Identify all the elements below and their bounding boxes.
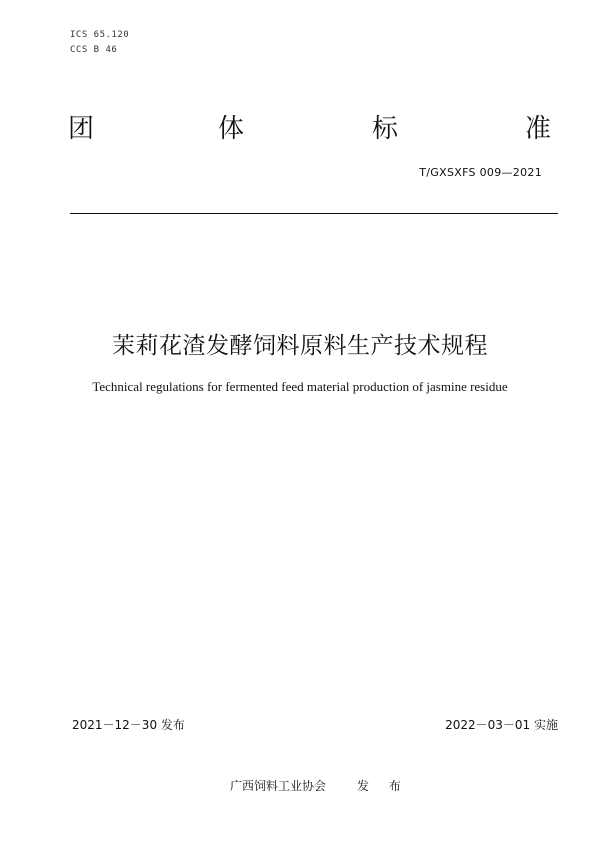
document-title-english: Technical regulations for fermented feed material production of jasmine residue <box>92 379 508 394</box>
heading-char: 标 <box>372 114 399 144</box>
header-divider <box>70 213 558 214</box>
publish-date: 2021－12－30 发布 <box>72 718 185 732</box>
ccs-code: CCS B 46 <box>70 45 118 55</box>
heading-char: 团 <box>68 114 95 144</box>
document-title-chinese: 茉莉花渣发酵饲料原料生产技术规程 <box>112 333 488 359</box>
heading-char: 体 <box>218 114 245 144</box>
standard-number: T/GXSXFS 009—2021 <box>419 166 542 179</box>
ics-code: ICS 65.120 <box>70 30 130 40</box>
issuer-action: 发 布 <box>357 779 409 793</box>
issuer-name: 广西饲料工业协会 <box>230 779 327 793</box>
heading-char: 准 <box>525 114 552 144</box>
implement-date: 2022－03－01 实施 <box>445 718 558 732</box>
